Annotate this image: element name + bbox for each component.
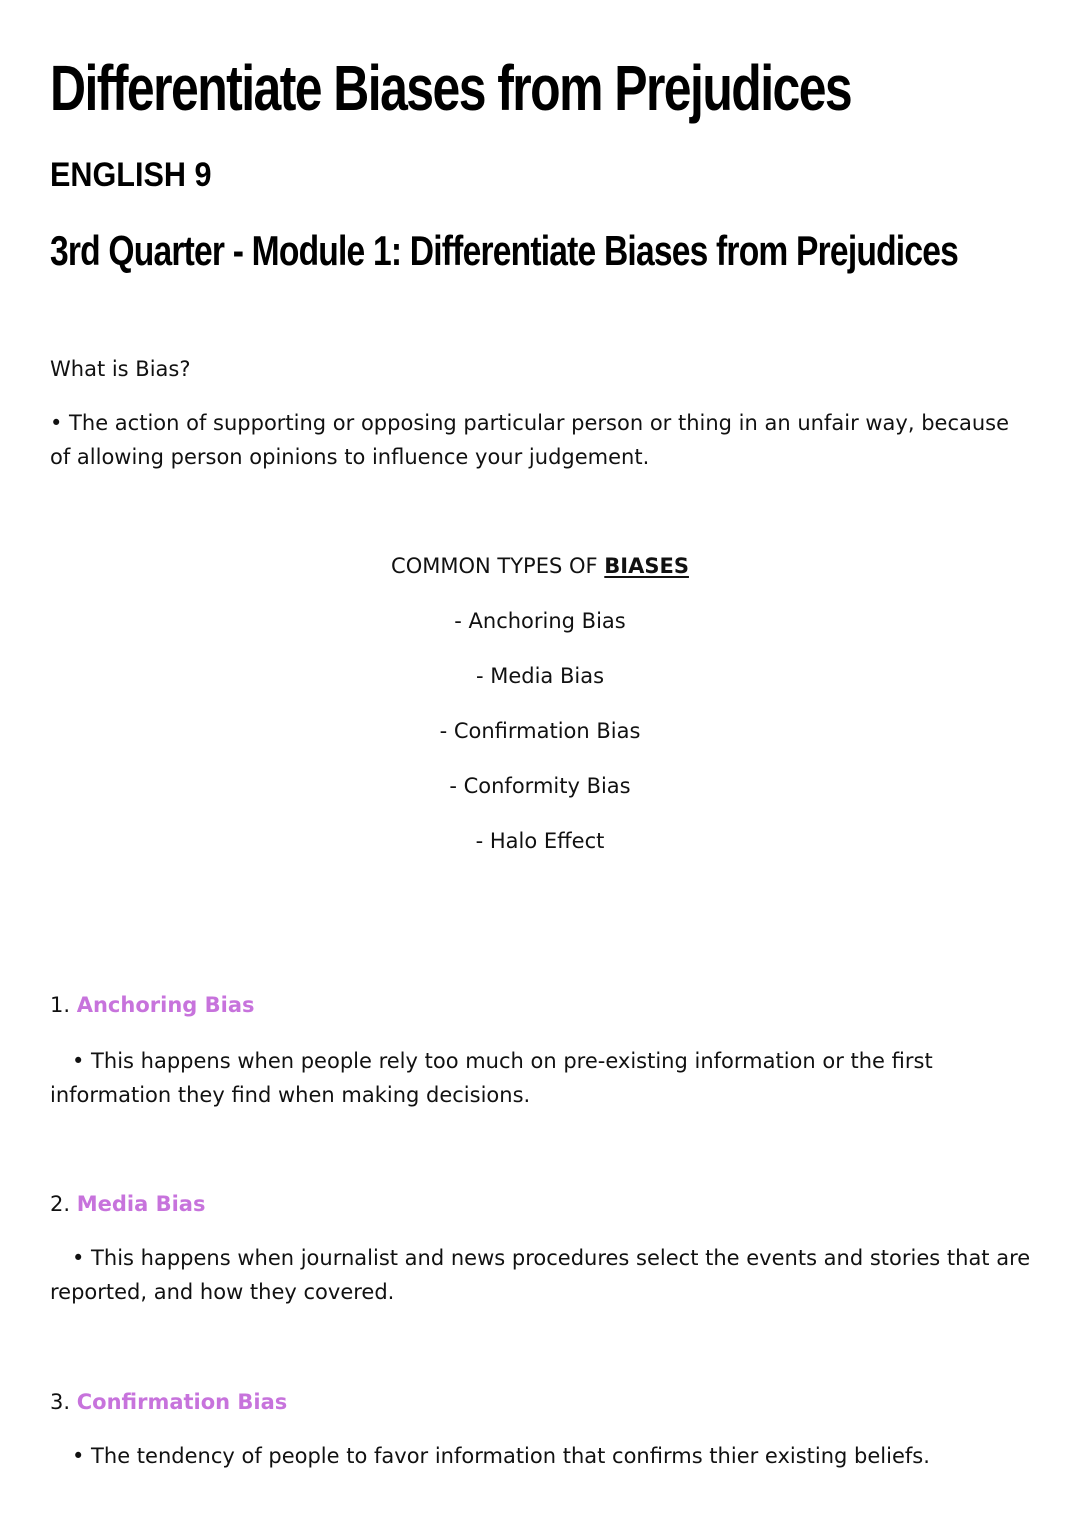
item-heading-media [50,1187,205,1221]
types-heading-emphasis: BIASES [604,554,689,578]
item-description-media [50,1241,1035,1309]
item-name: Media Bias [76,1192,206,1216]
types-heading-prefix: COMMON TYPES OF [391,554,605,578]
type-item: - Anchoring Bias [454,609,626,633]
question-text: What is Bias? [50,357,191,381]
item-description-anchoring [50,1044,1035,1112]
item-description-confirmation [50,1439,1035,1473]
item-number: 1. [50,993,71,1017]
item-name: Anchoring Bias [76,993,255,1017]
type-item: - Media Bias [475,664,605,688]
common-types-list [0,548,1080,878]
item-description-text: • The tendency of people to favor information that confirms thier existing beliefs. [72,1444,930,1468]
item-heading-confirmation [50,1385,287,1419]
item-number: 2. [50,1192,71,1216]
type-item: - Conformity Bias [449,774,631,798]
definition-text: • The action of supporting or opposing particular person or thing in an unfair way, because of allowing person opinions to influence your judgement. [50,411,1010,469]
subject-heading: ENGLISH 9 [50,156,212,194]
type-item: - Halo Effect [475,829,605,853]
item-description-text: • This happens when journalist and news procedures select the events and stories that are reported, and how they covered. [50,1246,1031,1304]
item-name: Confirmation Bias [76,1390,288,1414]
page-title: Differentiate Biases from Prejudices [50,52,852,124]
module-heading: 3rd Quarter - Module 1: Differentiate Biases from Prejudices [50,227,958,274]
type-item: - Confirmation Bias [439,719,641,743]
item-description-text: • This happens when people rely too much on pre-existing information or the first information they find when making decisions. [50,1049,933,1107]
item-heading-anchoring [50,988,255,1022]
item-number: 3. [50,1390,71,1414]
types-heading [0,548,1080,603]
